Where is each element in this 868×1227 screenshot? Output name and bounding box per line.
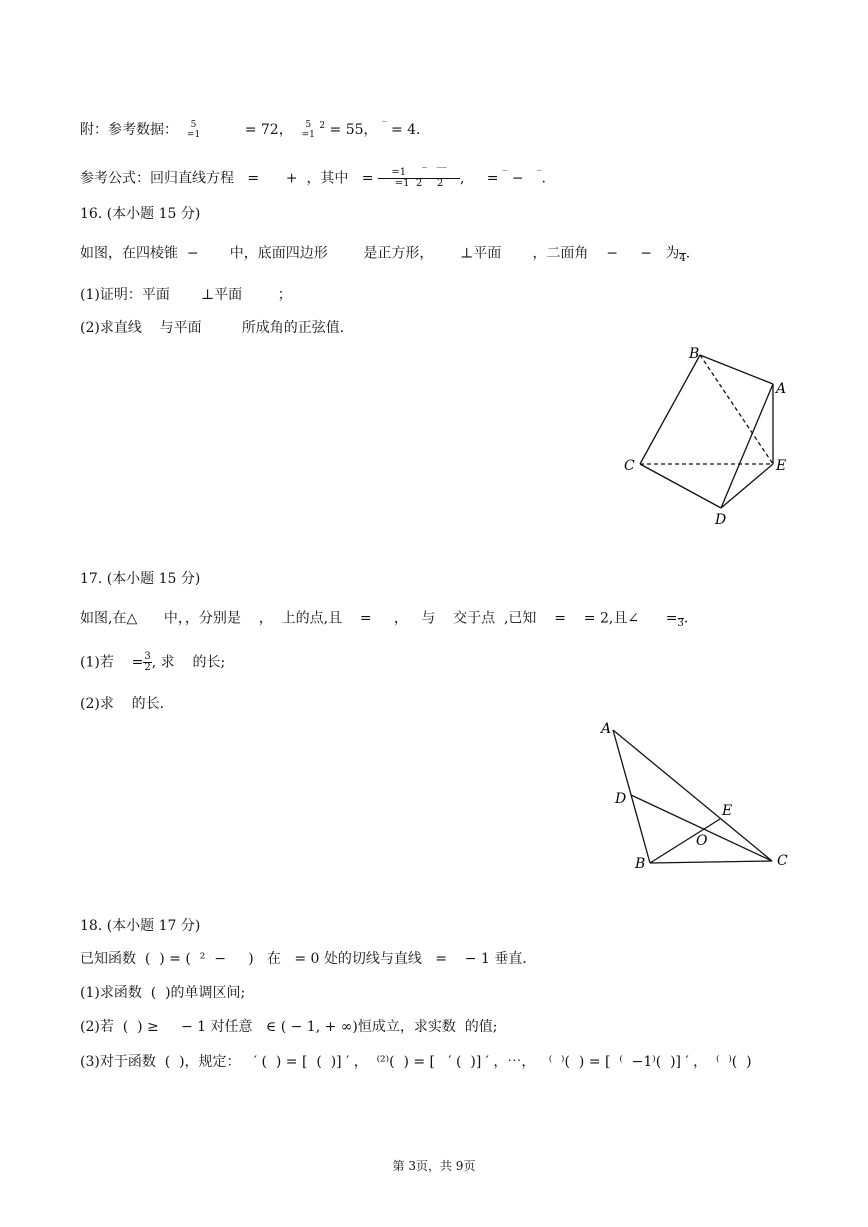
q17-triangle-figure	[595, 715, 805, 880]
q17-heading: 17. (本小题 15 分)	[80, 571, 201, 587]
q16-heading: 16. (本小题 15 分)	[80, 206, 201, 222]
label-c: C	[624, 458, 635, 474]
label-o: O	[696, 833, 708, 849]
label-c: C	[777, 853, 788, 869]
q17-stem: 如图,在△ 中，，分别是 ， 上的点,且 = ， 与 交于点 ,已知 = = 2,且∠ = 3 .	[80, 608, 688, 629]
label-d: D	[715, 512, 727, 528]
q18-part3: (3)对于函数 ( )，规定： ′ ( ) = [ ( )] ′ ， ⁽²⁾( ) = [ ′ ( )] ′ ，⋯， ⁽ ⁾( ) = [ ⁽ −1⁾( )] ′ ， ⁽ ⁾( )	[80, 1054, 752, 1070]
label-a: A	[601, 721, 612, 737]
q16-part1: (1)证明：平面 ⊥平面 ；	[80, 287, 292, 303]
page-footer: 第 3页，共 9页	[392, 1159, 476, 1173]
q18-part1: (1)求函数 ( )的单调区间;	[80, 985, 246, 1001]
q18-part2: (2)若 ( ) ≥ − 1 对任意 ∈ ( − 1, + ∞)恒成立，求实数 的值;	[80, 1019, 498, 1035]
q17-part2: (2)求 的长．	[80, 696, 174, 712]
q18-stem: 已知函数 ( ) = ( ² − ) 在 = 0 处的切线与直线 = − 1 垂直．	[80, 951, 537, 967]
q16-stem: 如图，在四棱锥 − 中，底面四边形 是正方形， ⊥平面 ，二面角 − − 为 4 .	[80, 243, 690, 264]
q16-pyramid-figure	[615, 340, 805, 530]
q17-part1: (1)若 = $\frac{3}{2}$ , 求 的长;	[80, 651, 226, 673]
label-e: E	[722, 803, 733, 819]
label-b: B	[635, 856, 646, 872]
q18-heading: 18. (本小题 17 分)	[80, 918, 201, 934]
label-b: B	[689, 346, 700, 362]
reference-formula-line: 参考公式：回归直线方程 = + ，其中 = $\frac{=1 ‾ ‾‾}{=1 2‾ 2}$ , = ‾ − ‾.	[80, 167, 546, 189]
label-d: D	[615, 791, 627, 807]
q16-part2: (2)求直线 与平面 所成角的正弦值．	[80, 320, 354, 336]
reference-data-line: 附：参考数据： 5 =1 = 72， 5 =1 $^2$ = 55， ‾ = 4．	[80, 120, 431, 140]
label-a: A	[776, 381, 787, 397]
label-e: E	[776, 458, 787, 474]
